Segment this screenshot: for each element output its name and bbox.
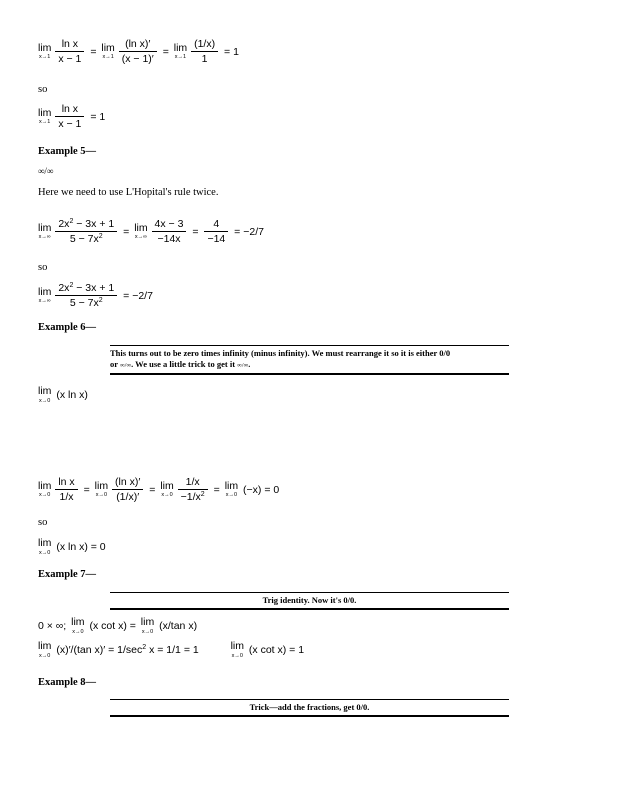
example-8-note: Trick—add the fractions, get 0/0. (110, 699, 509, 717)
equation-4: lim x→∞ $\frac{2x^2 - 3x + 1}{5 - 7x^2}$ = −2/7 (38, 282, 153, 310)
example-6-note (110, 345, 509, 375)
example-7-heading: Example 7— (38, 569, 97, 580)
equation-9: lim x→0 (x)′/(tan $x)' = 1/\sec^2$ x = 1/1 = 1 lim x→0 (x cot x) = 1 (38, 640, 305, 659)
example-8-heading: Example 8— (38, 677, 97, 688)
note-line-2: or ∞/∞. We use a little trick to get it ∞/∞. (110, 359, 251, 370)
equation-2: lim x→1 $\frac{\text{ln x}}{x - 1}$ = 1 (38, 103, 106, 131)
example-5-heading: Example 5— (38, 146, 97, 157)
equation-3: lim x→∞ $\frac{2x^2 - 3x + 1}{5 - 7x^2}$ = lim x→∞ $\frac{4x - 3}{-14x}$ = $\frac{4}{-14}$ = −2/7 (38, 218, 264, 246)
example-7-note: Trig identity. Now it's 0/0. (110, 592, 509, 610)
so-text-2: so (38, 262, 48, 273)
equation-7: lim x→0 (x ln x) = 0 (38, 537, 106, 556)
equation-6: lim x→0 $\frac{\text{ln x}}{1/x}$ = lim x→0 $\frac{\text{(ln x)′}}{(1/x)'}$ = lim x→0 $\frac{1/x}{-1/x^2}$ = lim x→0 (−x) = 0 (38, 476, 280, 504)
equation-5: lim x→0 (x ln x) (38, 385, 88, 404)
so-text-3: so (38, 517, 48, 528)
so-text-1: so (38, 84, 48, 95)
example-6-heading: Example 6— (38, 322, 97, 333)
example-5-text: Here we need to use L'Hopital's rule twice. (38, 187, 219, 198)
equation-1: lim x→1 $\frac{\text{ln x}}{x - 1}$ = lim x→1 $\frac{\text{(ln x)′}}{(x - 1)'}$ = lim x→1 $\frac{(1/x)}{1}$ = 1 (38, 38, 239, 66)
indeterminate-form: ∞/∞ (38, 166, 54, 176)
equation-8: 0 × ∞; lim x→0 (x cot x) = lim x→0 (x/tan x) (38, 616, 198, 635)
note-line-1: This turns out to be zero times infinity (minus infinity). We must rearrange it so it is either 0/0 (110, 348, 451, 358)
